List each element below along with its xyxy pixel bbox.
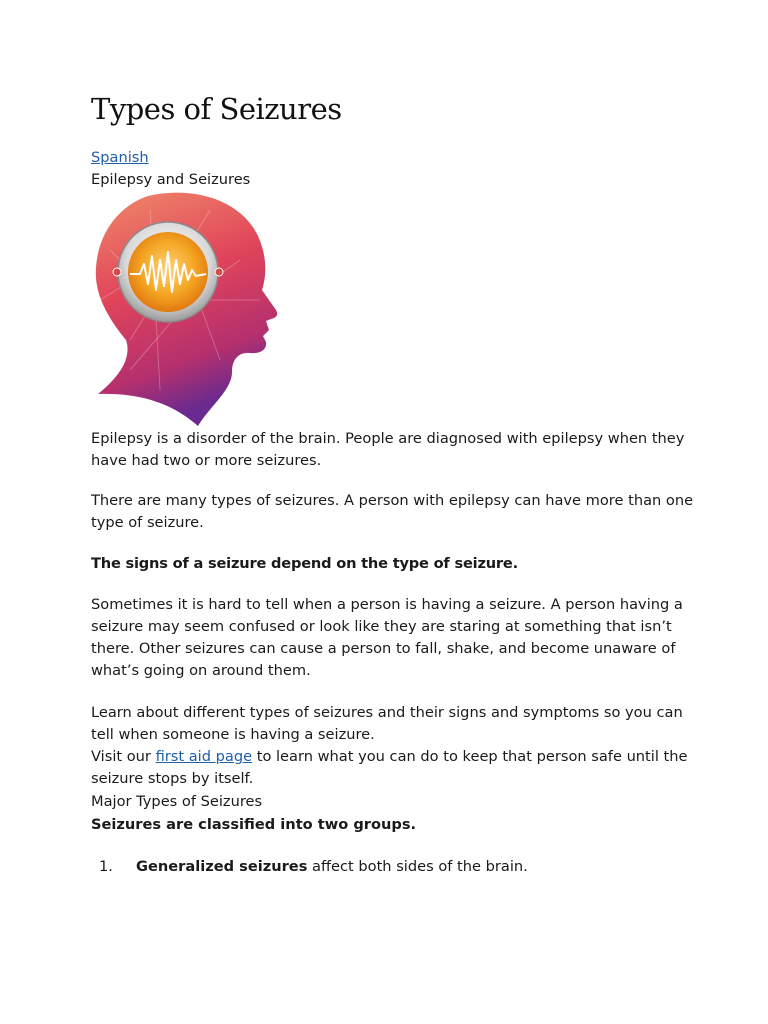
para1-line2: have had two or more seizures.: [91, 452, 322, 469]
classified-heading: Seizures are classified into two groups.: [91, 816, 417, 833]
list-item-rest: affect both sides of the brain.: [307, 858, 528, 875]
list-item: [136, 856, 528, 878]
para2-line2: type of seizure.: [91, 514, 204, 531]
major-types-heading: Major Types of Seizures: [91, 793, 263, 810]
para2-line1: There are many types of seizures. A person with epilepsy can have more than one: [91, 492, 694, 509]
head-brainwave-illustration: [90, 190, 282, 426]
subtitle: Epilepsy and Seizures: [91, 171, 251, 188]
page-title: Types of Seizures: [91, 92, 342, 126]
para3-line1: Sometimes it is hard to tell when a person is having a seizure. A person having a: [91, 596, 683, 613]
para3-line4: what’s going on around them.: [91, 662, 311, 679]
list-item-bold: Generalized seizures: [136, 858, 308, 875]
para3-line2: seizure may seem confused or look like they are staring at something that isn’t: [91, 618, 672, 635]
para3-line3: there. Other seizures can cause a person to fall, shake, and become unaware of: [91, 640, 676, 657]
visit-line2: seizure stops by itself.: [91, 770, 254, 787]
spanish-link[interactable]: Spanish: [91, 149, 149, 166]
para4-line2: tell when someone is having a seizure.: [91, 726, 375, 743]
language-line: [91, 147, 149, 169]
para1-line1: Epilepsy is a disorder of the brain. People are diagnosed with epilepsy when they: [91, 430, 685, 447]
list-item-number: 1.: [99, 858, 113, 875]
signs-heading: The signs of a seizure depend on the type of seizure.: [91, 555, 518, 572]
first-aid-link[interactable]: first aid page: [155, 748, 253, 765]
visit-prefix: Visit our: [91, 748, 156, 765]
visit-line1: [91, 746, 687, 768]
visit-suffix: to learn what you can do to keep that person safe until the: [252, 748, 688, 765]
para4-line1: Learn about different types of seizures and their signs and symptoms so you can: [91, 704, 683, 721]
